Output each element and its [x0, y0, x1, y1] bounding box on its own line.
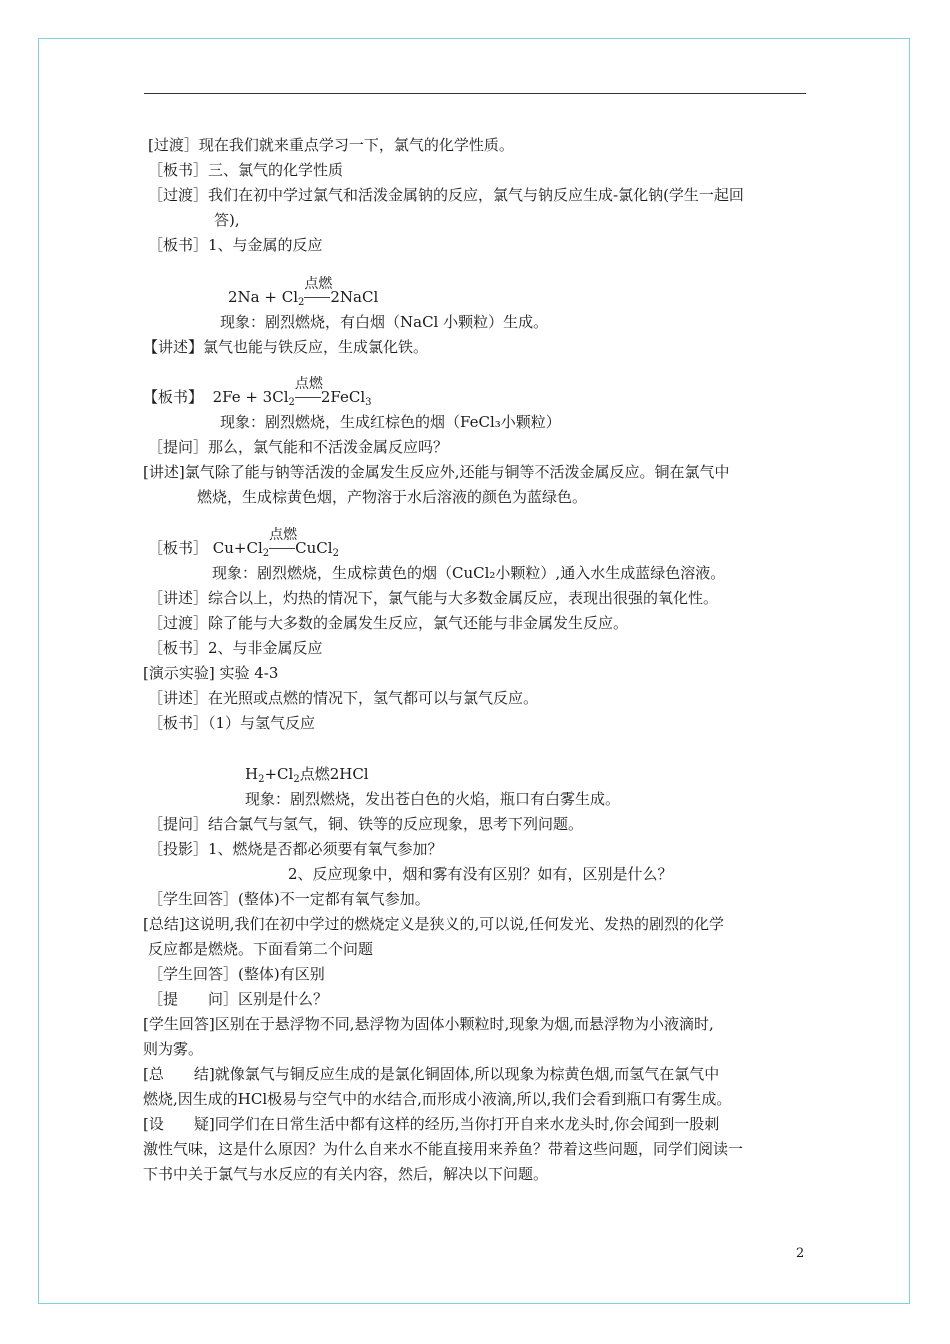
text-line: ［投影］1、燃烧是否都必须要有氧气参加？ — [148, 840, 443, 858]
eq-condition: 点燃 — [299, 765, 330, 783]
text-line: ［提 问］区别是什么？ — [148, 990, 329, 1008]
eq-arrow — [269, 527, 298, 558]
text-line: ［板书］（1）与氢气反应 — [148, 714, 316, 732]
text-line: 现象：剧烈燃烧，生成棕黄色的烟（CuCl₂小颗粒）,通入水生成蓝绿色溶液。 — [212, 564, 726, 582]
equation-cu — [148, 527, 339, 564]
page-number: 2 — [796, 1246, 805, 1261]
text-line: 现象：剧烈燃烧，有白烟（NaCl 小颗粒）生成。 — [220, 313, 549, 331]
text-line: ［板书］三、氯气的化学性质 — [148, 161, 344, 179]
eq-sub: 2 — [293, 774, 300, 785]
equation-h2 — [245, 764, 369, 790]
eq-left: H — [245, 765, 259, 783]
text-line: ［讲述］综合以上，灼热的情况下，氯气能与大多数金属反应，表现出很强的氧化性。 — [148, 589, 719, 607]
header-rule — [144, 93, 806, 94]
text-line: 下书中关于氯气与水反应的有关内容，然后，解决以下问题。 — [143, 1165, 549, 1183]
equation-fe — [143, 376, 372, 413]
eq-right: 2FeCl — [320, 388, 366, 406]
text-line: [演示实验] 实验 4-3 — [143, 664, 279, 682]
text-line: 则为雾。 — [143, 1040, 204, 1058]
text-line: 现象：剧烈燃烧，生成红棕色的烟（FeCl₃小颗粒） — [220, 413, 561, 431]
text-line: ［提问］那么，氯气能和不活泼金属反应吗？ — [148, 438, 449, 456]
text-line: 反应都是燃烧。下面看第二个问题 — [148, 940, 374, 958]
text-line: ［过渡］除了能与大多数的金属发生反应，氯气还能与非金属发生反应。 — [148, 614, 629, 632]
eq-sub: 2 — [262, 548, 270, 559]
eq-condition: 点燃 — [304, 276, 333, 292]
equation-na — [228, 276, 379, 313]
text-line: [总结]这说明,我们在初中学过的燃烧定义是狭义的,可以说,任何发光、发热的剧烈的化学 — [143, 915, 725, 933]
eq-left: 2Fe + 3Cl — [212, 388, 289, 406]
eq-condition: 点燃 — [269, 527, 298, 543]
eq-sub: 2 — [288, 397, 295, 408]
eq-right: 2HCl — [329, 765, 369, 783]
text-line: [总 结]就像氯气与铜反应生成的是氯化铜固体,所以现象为棕黄色烟,而氢气在氯气中 — [143, 1065, 720, 1083]
text-line: 激性气味，这是什么原因？为什么自来水不能直接用来养鱼？带着这些问题，同学们阅读一 — [143, 1140, 744, 1158]
text-line: ［讲述］在光照或点燃的情况下，氢气都可以与氯气反应。 — [148, 689, 539, 707]
text-line: [学生回答]区别在于悬浮物不同,悬浮物为固体小颗粒时,现象为烟,而悬浮物为小液滴时, — [143, 1015, 714, 1033]
eq-right: 2NaCl — [330, 288, 379, 306]
eq-label: ［板书］ — [148, 539, 209, 557]
eq-left: Cu+Cl — [212, 539, 263, 557]
eq-sub: 2 — [332, 548, 339, 559]
eq-sub: 2 — [258, 774, 265, 785]
eq-condition: 点燃 — [294, 376, 323, 392]
text-line: ［板书］2、与非金属反应 — [148, 639, 323, 657]
eq-left: +Cl — [264, 765, 294, 783]
text-line: ［过渡］我们在初中学过氯气和活泼金属钠的反应，氯气与钠反应生成-氯化钠(学生一起回 — [148, 186, 744, 204]
eq-right: CuCl — [295, 539, 333, 557]
text-line: 燃烧,因生成的HCl极易与空气中的水结合,而形成小液滴,所以,我们会看到瓶口有雾生成。 — [143, 1090, 732, 1108]
text-line: ［学生回答］(整体)不一定都有氧气参加。 — [148, 890, 430, 908]
text-line: ［板书］1、与金属的反应 — [148, 236, 323, 254]
text-line: 现象：剧烈燃烧，发出苍白色的火焰，瓶口有白雾生成。 — [245, 790, 621, 808]
eq-arrow — [294, 376, 323, 407]
eq-arrow — [304, 276, 333, 307]
eq-sub: 3 — [365, 397, 372, 408]
eq-label: 【板书】 — [143, 388, 204, 406]
text-line: 2、反应现象中，烟和雾有没有区别？如有，区别是什么？ — [288, 865, 673, 883]
text-line: [设 疑]同学们在日常生活中都有这样的经历,当你打开自来水龙头时,你会闻到一股刺 — [143, 1115, 720, 1133]
eq-left: 2Na + Cl — [228, 288, 298, 306]
text-line: ［提问］结合氯气与氢气，铜、铁等的反应现象，思考下列问题。 — [148, 815, 584, 833]
text-line: ［学生回答］(整体)有区别 — [148, 965, 325, 983]
text-line: 答), — [214, 211, 240, 229]
eq-sub: 2 — [298, 297, 305, 308]
text-line: [讲述]氯气除了能与钠等活泼的金属发生反应外,还能与铜等不活泼金属反应。铜在氯气中 — [143, 463, 730, 481]
text-line: [过渡］现在我们就来重点学习一下，氯气的化学性质。 — [148, 136, 514, 154]
text-line: 【讲述】氯气也能与铁反应，生成氯化铁。 — [143, 338, 429, 356]
text-line: 燃烧，生成棕黄色烟，产物溶于水后溶液的颜色为蓝绿色。 — [197, 488, 588, 506]
